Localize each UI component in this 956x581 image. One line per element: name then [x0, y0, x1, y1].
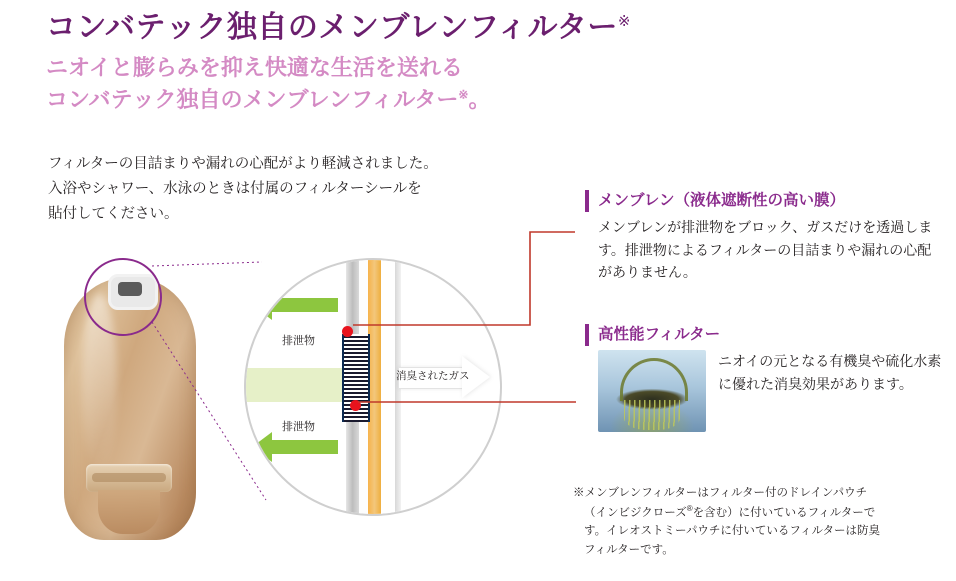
page-subtitle-footnote-mark: ※	[458, 87, 469, 102]
waste-arrow-top	[252, 290, 338, 320]
layer-outer-white	[381, 258, 395, 516]
callout-anchor-dot-filter	[350, 400, 361, 411]
zoom-source-circle	[84, 258, 162, 336]
callout-anchor-dot-membrane	[342, 326, 353, 337]
page-title	[46, 2, 631, 46]
pouch-drain-tail	[98, 490, 160, 534]
lead-line-1: フィルターの目詰まりや漏れの心配がより軽減されました。	[48, 156, 438, 172]
flow-band	[246, 368, 346, 402]
page-subtitle-line2-text: コンバテック独自のメンブレンフィルター	[46, 86, 459, 112]
footnote-registered-mark: ®	[686, 503, 693, 513]
page-title-text: コンバテック独自のメンブレンフィルター	[46, 11, 618, 44]
callout-filter-accent-bar	[585, 324, 589, 346]
page-subtitle	[46, 52, 490, 116]
footnote-line-2-text: （インビジクローズ	[584, 506, 687, 519]
waste-arrow-top-head	[252, 290, 272, 320]
callout-membrane-heading: メンブレン（液体遮断性の高い膜）	[598, 192, 845, 209]
label-deodorized-gas: 消臭されたガス	[396, 370, 470, 382]
waste-arrow-bottom-head	[252, 432, 272, 462]
pouch-closure-clip	[86, 464, 172, 492]
footnote-line-3: す。イレオストミーパウチに付いているフィルターは防臭	[584, 525, 881, 538]
callout-filter-heading: 高性能フィルター	[598, 326, 721, 343]
footnote-mark: ※	[573, 487, 585, 499]
lead-paragraph	[48, 152, 438, 227]
footnote	[573, 484, 941, 559]
callout-filter-content	[598, 350, 943, 432]
footnote-line-2-end: を含む）に付いているフィルターで	[692, 506, 876, 519]
footnote-line-1-text: メンブレンフィルターはフィルター付のドレインパウチ	[584, 487, 868, 499]
callout-membrane-accent-bar	[585, 190, 589, 212]
page-subtitle-line2	[46, 84, 490, 116]
callout-filter	[585, 322, 943, 432]
footnote-line-4: フィルターです。	[584, 543, 674, 556]
page-title-footnote-mark: ※	[617, 13, 631, 30]
waste-arrow-bottom-shaft	[270, 440, 338, 454]
footnote-line-2	[573, 503, 941, 522]
filter-photo	[598, 350, 706, 432]
callout-filter-body: ニオイの元となる有機臭や硫化水素に優れた消臭効果があります。	[718, 353, 942, 392]
lead-line-2: 入浴やシャワー、水泳のときは付属のフィルターシールを	[48, 180, 422, 197]
callout-membrane-body: メンブレンが排泄物をブロック、ガスだけを透過します。排泄物によるフィルターの目詰まりや漏れの心配がありません。	[598, 219, 933, 281]
page-subtitle-line2-end: 。	[468, 86, 491, 112]
cross-section-inner	[246, 260, 500, 514]
label-waste-bottom: 排泄物	[282, 421, 315, 433]
callout-membrane	[585, 188, 943, 284]
footnote-line-1	[573, 484, 941, 503]
label-waste-top: 排泄物	[282, 335, 315, 347]
lead-line-3: 貼付してください。	[48, 205, 179, 222]
magnified-cross-section	[244, 258, 502, 516]
waste-arrow-bottom	[252, 432, 338, 462]
page-subtitle-line1: ニオイと膨らみを抑え快適な生活を送れる	[46, 55, 463, 80]
waste-arrow-top-shaft	[270, 298, 338, 312]
